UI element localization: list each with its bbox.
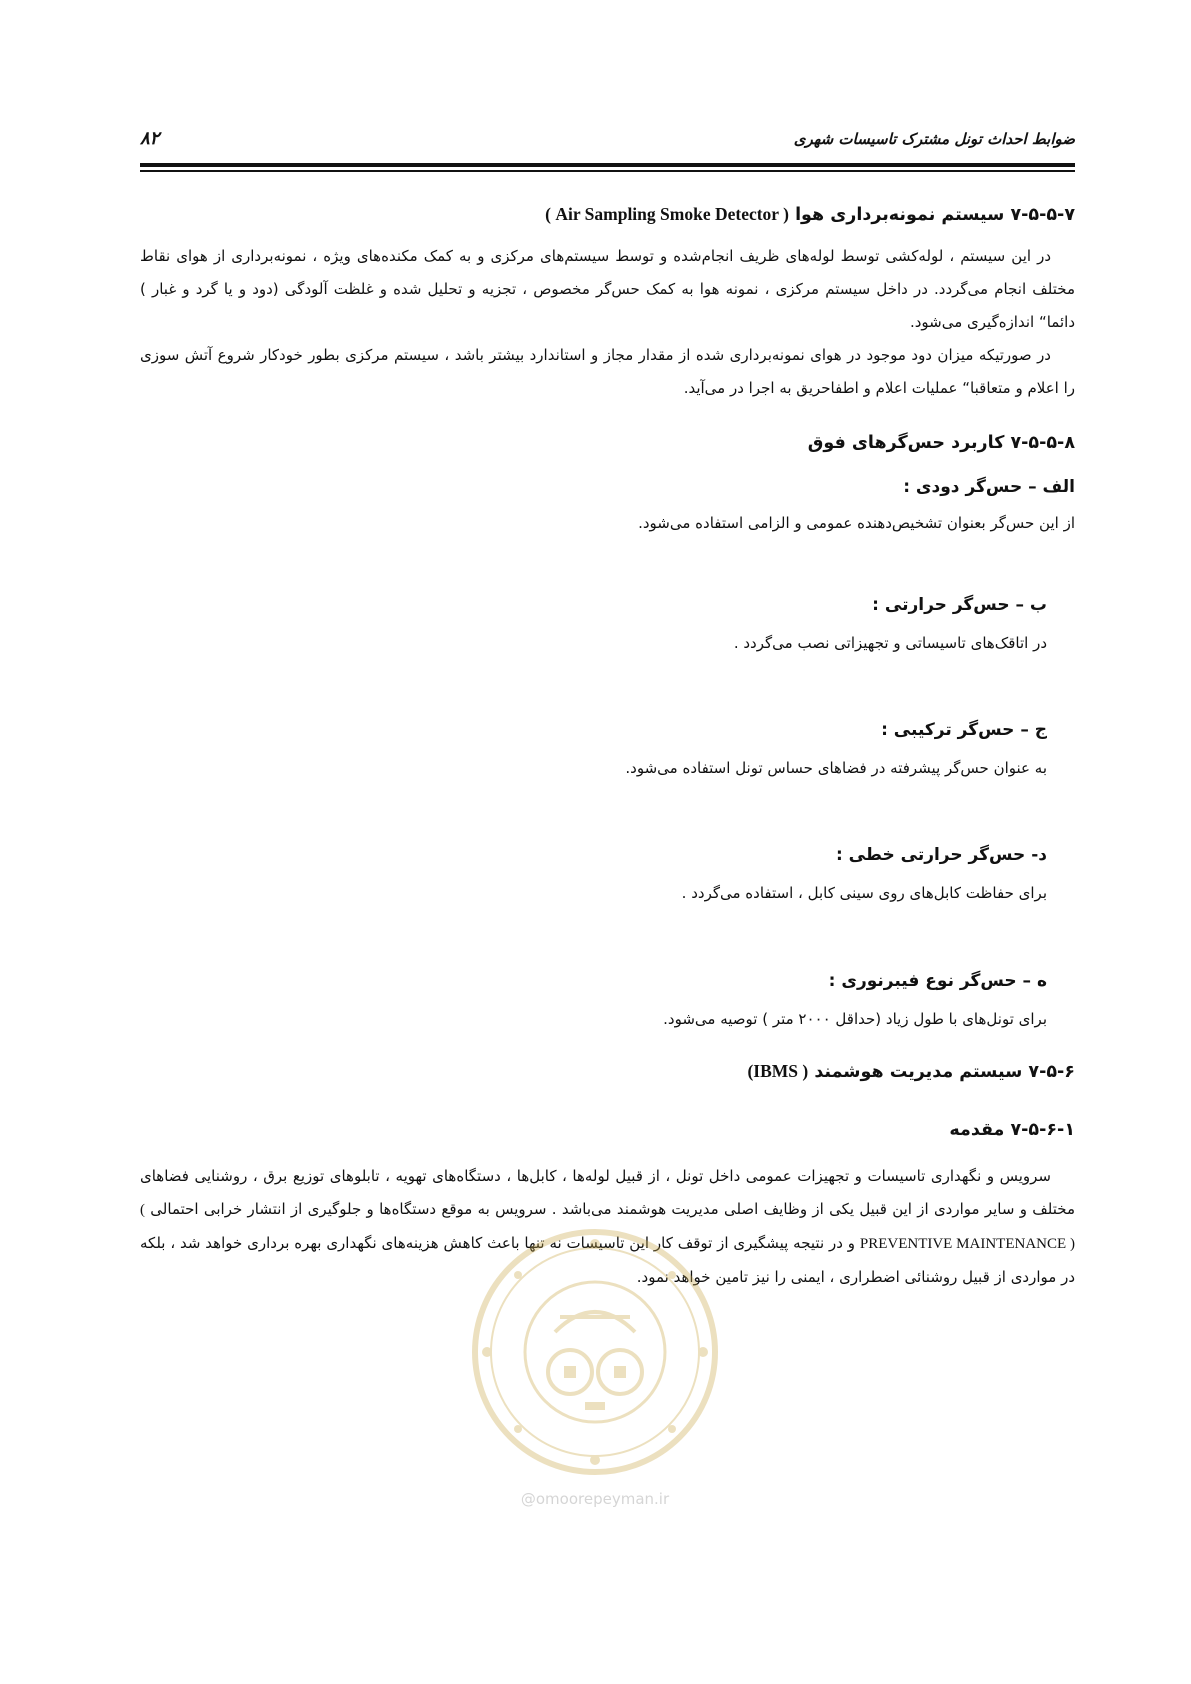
heading-detector-usage: ۷-۵-۵-۸ کاربرد حس‌گرهای فوق: [807, 433, 1075, 453]
page-number: ۸۲: [140, 128, 160, 149]
detector-item-text: از این حس‌گر بعنوان تشخیص‌دهنده عمومی و الزامی استفاده می‌شود.: [638, 514, 1075, 532]
detector-item-smoke: [140, 471, 1075, 539]
detector-item-text: در اتاقک‌های تاسیساتی و تجهیزاتی نصب می‌گردد .: [733, 634, 1047, 652]
heading-air-sampling: [140, 198, 1075, 231]
running-title: ضوابط احداث تونل مشترک تاسیسات شهری: [793, 130, 1075, 148]
heading-introduction: ۷-۵-۶-۱ مقدمه: [949, 1120, 1075, 1140]
introduction-text-latin: ( PREVENTIVE MAINTENANCE ): [140, 1202, 1075, 1252]
watermark-url: @omoorepeyman.ir: [520, 1490, 670, 1508]
introduction-text-part1: سرویس و نگهداری تاسیسات و تجهیزات عمومی داخل تونل ، از قبیل لوله‌ها ، کابل‌ها ، دستگاه‌های تهویه ، تابلوهای توزیع برق ، روشنایی فضاهای مختلف و سایر مواردی از این قبیل یکی از وظایف اصلی مدیریت هوشمند می‌باشد . سرویس به موقع دستگاه‌ها و جلوگیری از انتشار خرابی احتمالی: [140, 1167, 1075, 1218]
header-rule-thick: [140, 163, 1075, 167]
air-sampling-paragraph-2: در صورتیکه میزان دود موجود در هوای نمونه‌برداری شده از مقدار مجاز و استاندارد بیشتر باشد ، سیستم مرکزی بطور خودکار شروع آتش سوزی را اعلام و متعاقبا“ عملیات اعلام و اطفاحریق به اجرا در می‌آید.: [140, 346, 1075, 397]
introduction-text-part2: و در نتیجه پیشگیری از توقف کار این تاسیسات نه تنها باعث کاهش هزینه‌های نگهداری بهره برداری خواهد شد ، بلکه در مواردی از قبیل روشنائی اضطراری ، ایمنی را نیز تامین خواهد نمود.: [140, 1234, 1075, 1286]
detector-item-title: ه – حس‌گر نوع فیبرنوری :: [828, 971, 1047, 991]
heading-air-sampling-text: ۷-۵-۵-۷ سیستم نمونه‌برداری هوا: [795, 205, 1075, 225]
detector-item-linear-heat: [140, 839, 1075, 909]
detector-item-text: به عنوان حس‌گر پیشرفته در فضاهای حساس تونل استفاده می‌شود.: [625, 759, 1047, 777]
introduction-paragraph: [140, 1160, 1075, 1294]
detector-item-text: برای تونل‌های با طول زیاد (حداقل ۲۰۰۰ متر ) توصیه می‌شود.: [663, 1010, 1047, 1028]
heading-ibms-text: ۷-۵-۶ سیستم مدیریت هوشمند: [814, 1062, 1075, 1082]
detector-item-title: الف – حس‌گر دودی :: [903, 477, 1075, 497]
heading-ibms-latin: (IBMS ): [747, 1061, 809, 1081]
air-sampling-paragraph-1: در این سیستم ، لوله‌کشی توسط لوله‌های ظریف انجام‌شده و توسط سیستم‌های مرکزی و به کمک مکنده‌های ویژه ، نمونه‌برداری از هوای نقاط مختلف انجام می‌گردد. در داخل سیستم مرکزی ، نمونه هوا به کمک حس‌گر مخصوص ، تجزیه و تحلیل شده و غلظت آلودگی (دود و یا گرد و غبار ) دائما“ اندازه‌گیری می‌شود.: [140, 247, 1075, 331]
heading-ibms: [140, 1055, 1075, 1088]
header-rule-thin: [140, 170, 1075, 172]
page-content: [140, 198, 1075, 1294]
detector-item-title: د- حس‌گر حرارتی خطی :: [835, 845, 1047, 865]
detector-item-text: برای حفاظت کابل‌های روی سینی کابل ، استفاده می‌گردد .: [681, 884, 1047, 902]
detector-item-combined: [140, 714, 1075, 784]
page-header: [140, 128, 1075, 168]
detector-item-fiber-optic: [140, 965, 1075, 1035]
heading-air-sampling-latin: ( Air Sampling Smoke Detector ): [545, 204, 789, 224]
detector-item-title: ب – حس‌گر حرارتی :: [872, 595, 1047, 615]
detector-item-heat: [140, 589, 1075, 659]
detector-item-title: ج – حس‌گر ترکیبی :: [881, 720, 1047, 740]
